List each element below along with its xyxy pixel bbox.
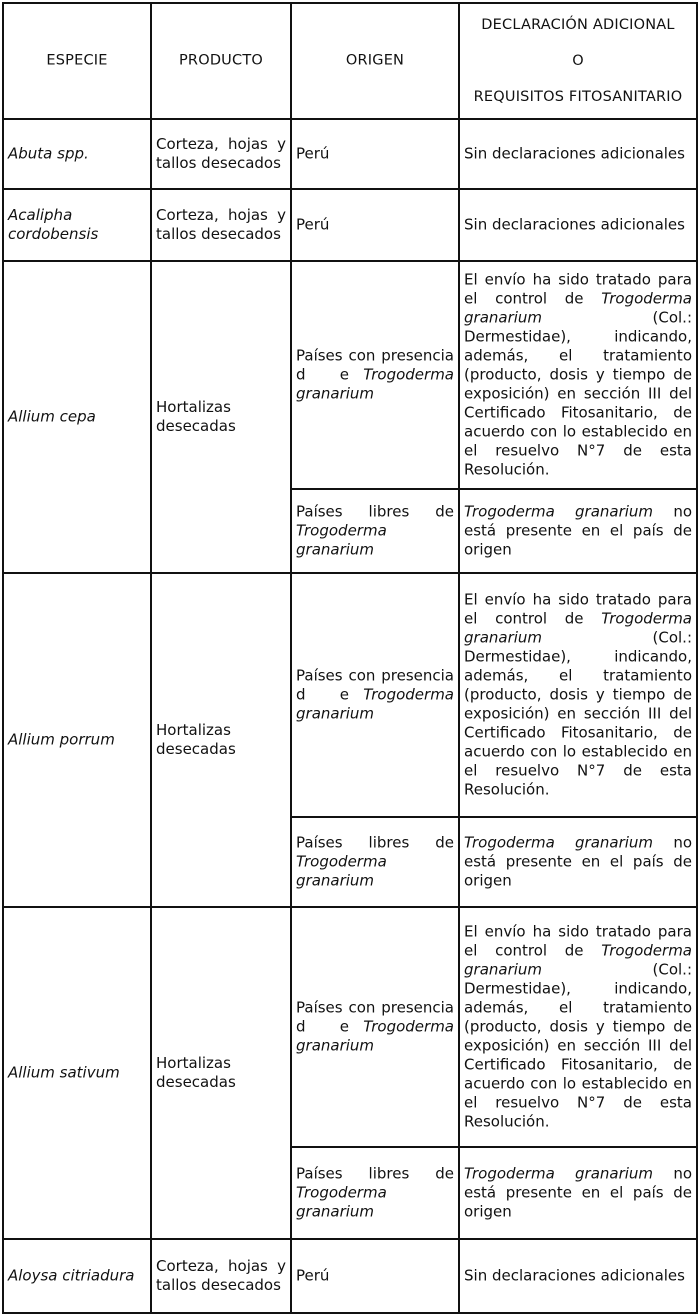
row1-declaracion-cell <box>458 118 698 190</box>
row5b-declaracion-cell <box>458 1146 698 1240</box>
row4-producto-cell <box>150 572 292 908</box>
row3b-declaracion-cell <box>458 488 698 574</box>
row4a-origen-cell <box>290 572 460 818</box>
row4-producto: Hortalizas desecadas <box>156 721 236 758</box>
row2-origen: Perú <box>296 215 330 234</box>
header-especie: ESPECIE <box>46 52 108 69</box>
row6-producto-cell <box>150 1238 292 1314</box>
row1-especie-cell <box>2 118 152 190</box>
header-declaracion-line1: DECLARACIÓN ADICIONAL <box>481 17 675 33</box>
row6-declaracion-cell <box>458 1238 698 1314</box>
row6-especie: Aloysa citriadura <box>8 1266 135 1285</box>
row3a-declaracion-cell <box>458 260 698 490</box>
header-declaracion-cell <box>458 2 698 120</box>
row4-especie: Allium porrum <box>8 730 115 749</box>
row5a-declaracion-cell <box>458 906 698 1148</box>
row5-especie: Allium sativum <box>8 1063 120 1082</box>
row4b-origen-cell <box>290 816 460 908</box>
row3-especie: Allium cepa <box>8 407 96 426</box>
row2-especie-cell <box>2 188 152 262</box>
header-producto: PRODUCTO <box>178 52 263 69</box>
row4-especie-cell <box>2 572 152 908</box>
row5a-origen-cell <box>290 906 460 1148</box>
header-declaracion-line2: O <box>572 53 584 69</box>
row6-declaracion: Sin declaraciones adicionales <box>464 1266 685 1285</box>
row4a-declaracion: El envío ha sido tratado para el control de Trogoderma granarium (Col.: Dermestidae), indicando, además, el tratamiento (producto, dosis y tiempo de exposición) en sección III del Certificado Fitosanitario, de acuerdo con lo establecido en el resuelvo N°7 de esta Resolución. <box>464 590 692 799</box>
row2-declaracion: Sin declaraciones adicionales <box>464 215 685 234</box>
row3b-origen-cell <box>290 488 460 574</box>
row3-producto-cell <box>150 260 292 574</box>
row2-producto: Corteza, hojas y tallos desecados <box>156 206 286 243</box>
row3b-origen: Países libres de Trogoderma granarium <box>296 502 454 559</box>
header-origen-cell <box>290 2 460 120</box>
row1-especie: Abuta spp. <box>8 144 89 163</box>
header-producto-cell <box>150 2 292 120</box>
row4b-declaracion-cell <box>458 816 698 908</box>
row5a-origen: Países con presencia d e Trogoderma granarium <box>296 998 454 1055</box>
row2-declaracion-cell <box>458 188 698 262</box>
row3a-declaracion: El envío ha sido tratado para el control de Trogoderma granarium (Col.: Dermestidae), indicando, además, el tratamiento (producto, dosis y tiempo de exposición) en sección III del Certificado Fitosanitario, de acuerdo con lo establecido en el resuelvo N°7 de esta Resolución. <box>464 270 692 479</box>
row5a-declaracion: El envío ha sido tratado para el control de Trogoderma granarium (Col.: Dermestidae), indicando, además, el tratamiento (producto, dosis y tiempo de exposición) en sección III del Certificado Fitosanitario, de acuerdo con lo establecido en el resuelvo N°7 de esta Resolución. <box>464 922 692 1131</box>
row1-producto: Corteza, hojas y tallos desecados <box>156 135 286 172</box>
row6-origen: Perú <box>296 1266 330 1285</box>
row5b-origen: Países libres de Trogoderma granarium <box>296 1164 454 1221</box>
row4a-origen: Países con presencia d e Trogoderma granarium <box>296 666 454 723</box>
header-especie-cell <box>2 2 152 120</box>
row1-declaracion: Sin declaraciones adicionales <box>464 144 685 163</box>
row5b-origen-cell <box>290 1146 460 1240</box>
header-declaracion-line3: REQUISITOS FITOSANITARIO <box>473 89 683 105</box>
row3-producto: Hortalizas desecadas <box>156 398 236 435</box>
row4b-origen: Países libres de Trogoderma granarium <box>296 833 454 890</box>
header-origen: ORIGEN <box>345 52 405 69</box>
row2-producto-cell <box>150 188 292 262</box>
row6-especie-cell <box>2 1238 152 1314</box>
row1-origen: Perú <box>296 144 330 163</box>
row1-origen-cell <box>290 118 460 190</box>
row5b-declaracion: Trogoderma granarium no está presente en el país de origen <box>464 1164 692 1221</box>
row2-especie: Acalipha cordobensis <box>8 206 99 243</box>
row2-origen-cell <box>290 188 460 262</box>
row4b-declaracion: Trogoderma granarium no está presente en el país de origen <box>464 833 692 890</box>
row6-producto: Corteza, hojas y tallos desecados <box>156 1257 286 1294</box>
row3a-origen-cell <box>290 260 460 490</box>
row6-origen-cell <box>290 1238 460 1314</box>
header-declaracion <box>464 7 692 115</box>
row5-producto: Hortalizas desecadas <box>156 1054 236 1091</box>
row4a-declaracion-cell <box>458 572 698 818</box>
row3-especie-cell <box>2 260 152 574</box>
row5-especie-cell <box>2 906 152 1240</box>
row1-producto-cell <box>150 118 292 190</box>
row3b-declaracion: Trogoderma granarium no está presente en el país de origen <box>464 502 692 559</box>
row3a-origen: Países con presencia d e Trogoderma granarium <box>296 346 454 403</box>
row5-producto-cell <box>150 906 292 1240</box>
